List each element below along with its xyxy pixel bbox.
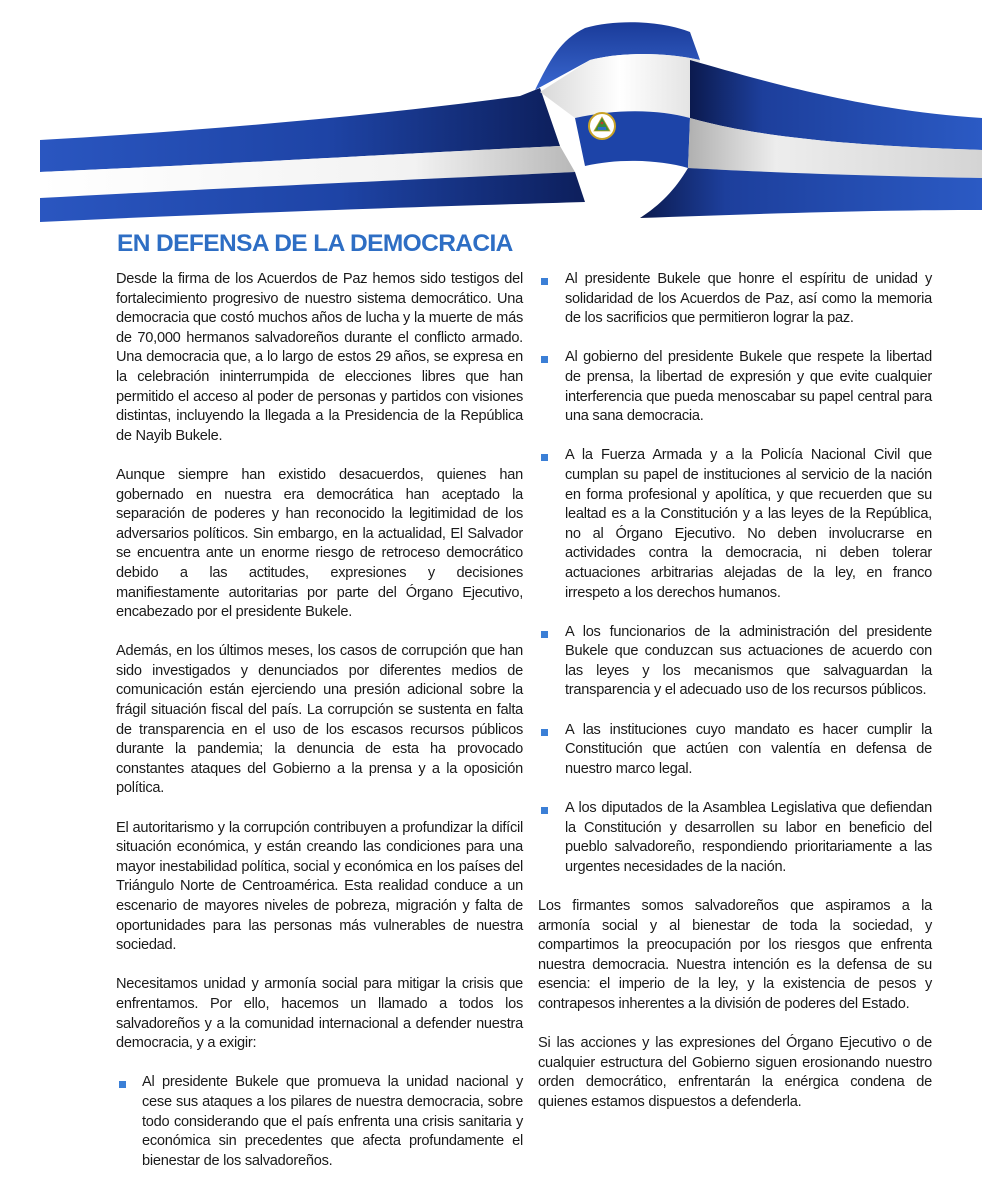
right-column [538,270,932,1132]
list-item [538,799,932,877]
bullet-square-icon [541,278,548,285]
bullet-square-icon [541,807,548,814]
list-item [538,270,932,329]
list-item-text: Al gobierno del presidente Bukele que respete la libertad de prensa, la libertad de expresión y que evite cualquier interferencia que pueda menoscabar su papel central para una sana democracia. [565,349,932,425]
el-salvador-coat-of-arms-icon [589,113,615,139]
list-item-text: A los funcionarios de la administración del presidente Bukele que conduzcan sus actuaciones de acuerdo con las leyes y los mecanismos que salvaguardan la transparencia y el adecuado uso de los recursos públicos. [565,623,932,699]
bullet-square-icon [119,1081,126,1088]
list-item [538,446,932,603]
list-item-text: Al presidente Bukele que honre el espíritu de unidad y solidaridad de los Acuerdos de Paz, así como la memoria de los sacrificios que permitieron lograr la paz. [565,271,932,327]
list-item [538,623,932,701]
paragraph: Además, en los últimos meses, los casos de corrupción que han sido investigados y denunciados por diferentes medios de comunicación están ejerciendo una presión adicional sobre la frágil situación fiscal del país. La corrupción se sustenta en falta de transparencia en el uso de los escasos recursos públicos durante la pandemia; la denuncia de esta ha provocado constantes ataques del Gobierno a la prensa y a la oposición política. [116,643,523,797]
list-item-text: Al presidente Bukele que promueva la unidad nacional y cese sus ataques a los pilares de nuestra democracia, sobre todo considerando que el país enfrenta una crisis sanitaria y económica sin precedentes que afecta profundamente el bienestar de los salvadoreños. [142,1074,523,1169]
paragraph: Aunque siempre han existido desacuerdos, quienes han gobernado en nuestra era democrática han aceptado la separación de poderes y han reconocido la legitimidad de los adversarios políticos. Sin embargo, en la actualidad, El Salvador se encuentra ante un enorme riesgo de retroceso democrático debido a las actitudes, expresiones y decisiones manifiestamente autoritarias por parte del Órgano Ejecutivo, encabezado por el presidente Bukele. [116,466,523,621]
list-item-text: A la Fuerza Armada y a la Policía Nacional Civil que cumplan su papel de instituciones al servicio de la nación en forma profesional y apolítica, y que recuerden que su lealtad es a la Constitución y a las leyes de la República, no al Órgano Ejecutivo. No deben involucrarse en actividades contra la democracia, ni deben tolerar actuaciones arbitrarias alejadas de la ley, en franco irrespeto a los derechos humanos. [565,447,932,601]
list-item [116,1073,523,1171]
page-title: EN DEFENSA DE LA DEMOCRACIA [117,230,513,257]
paragraph: Si las acciones y las expresiones del Órgano Ejecutivo o de cualquier estructura del Gobierno siguen erosionando nuestro orden democrático, enfrentarán la enérgica condena de quienes estamos dispuestos a defenderla. [538,1035,932,1110]
list-item [538,348,932,426]
bullet-square-icon [541,631,548,638]
bullet-square-icon [541,729,548,736]
left-column [116,270,523,1191]
demands-list-right [538,270,932,877]
bullet-square-icon [541,454,548,461]
paragraph: Los firmantes somos salvadoreños que aspiramos a la armonía social y al bienestar de toda la sociedad, y compartimos la preocupación por los riesgos que enfrenta nuestra democracia. Nuestra intención es la defensa de su esencia: el imperio de la ley, y la existencia de pesos y contrapesos inherentes a la división de poderes del Estado. [538,898,932,1012]
bullet-square-icon [541,356,548,363]
paragraph: Necesitamos unidad y armonía social para mitigar la crisis que enfrentamos. Por ello, hacemos un llamado a todos los salvadoreños y a la comunidad internacional a defender nuestra democracia, y a exigir: [116,976,523,1052]
list-item [538,721,932,780]
paragraph: El autoritarismo y la corrupción contribuyen a profundizar la difícil situación económica, y están creando las condiciones para una mayor inestabilidad política, social y económica en los países del Triángulo Norte de Centroamérica. Esta realidad conduce a un escenario de mayores niveles de pobreza, migración y falta de oportunidades para las personas más vulnerables de nuestra sociedad. [116,819,523,954]
paragraph: Desde la firma de los Acuerdos de Paz hemos sido testigos del fortalecimiento progresivo de nuestro sistema democrático. Una democracia que costó muchos años de lucha y la muerte de más de 70,000 hermanos salvadoreños durante el conflicto armado. Una democracia que, a lo largo de estos 29 años, se expresa en la celebración ininterrumpida de elecciones libres que han permitido el acceso al poder de personas y partidos con visiones distintas, incluyendo la llegada a la Presidencia de la República de Nayib Bukele. [116,271,523,444]
flag-ribbon [0,0,982,250]
list-item-text: A los diputados de la Asamblea Legislativa que defiendan la Constitución y desarrollen su labor en beneficio del pueblo salvadoreño, respondiendo prioritariamente a las urgentes necesidades de la nación. [565,800,932,875]
demands-list-left [116,1073,523,1171]
list-item-text: A las instituciones cuyo mandato es hacer cumplir la Constitución que actúen con valentía en defensa de nuestro marco legal. [565,721,932,777]
